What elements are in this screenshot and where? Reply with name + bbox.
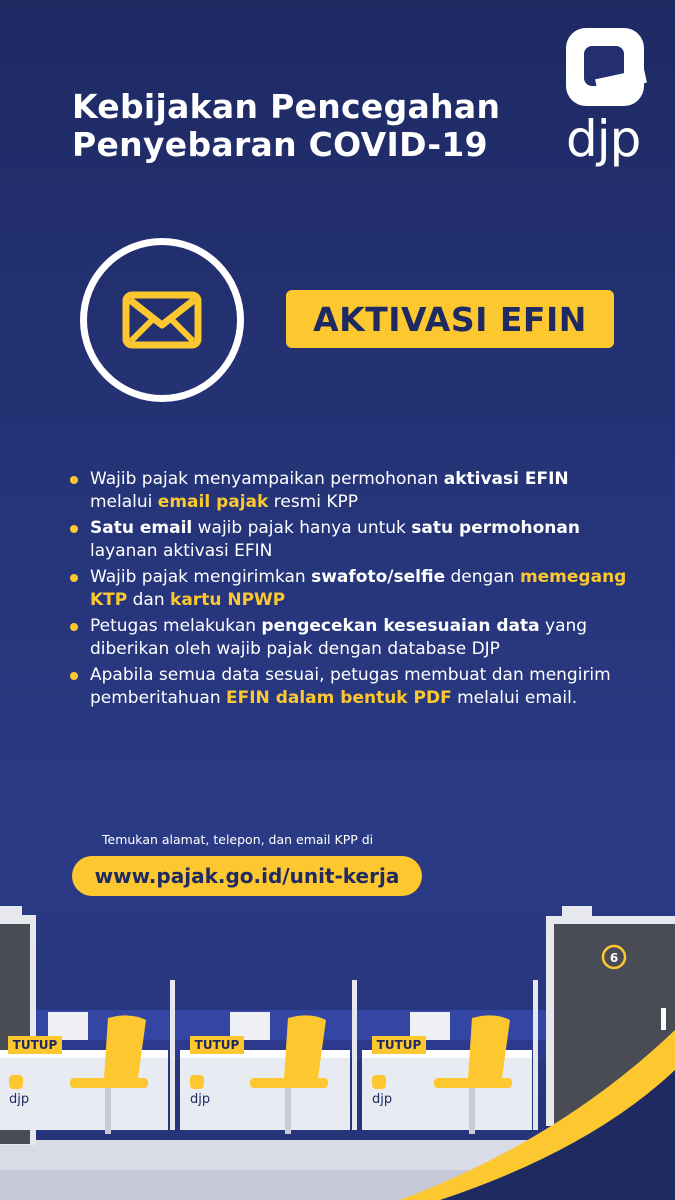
unit-kerja-link[interactable]: www.pajak.go.id/unit-kerja: [72, 856, 422, 896]
procedure-text: email pajak: [157, 491, 269, 512]
procedure-text: Wajib pajak mengirimkan: [90, 567, 312, 587]
procedure-text: resmi KPP: [268, 491, 359, 512]
bullet-dot-icon: [70, 623, 78, 631]
procedure-list: [70, 468, 630, 713]
procedure-item: [70, 566, 630, 611]
bullet-dot-icon: [70, 574, 78, 582]
procedure-text: Petugas melakukan: [90, 616, 262, 636]
djp-logo-text: djp: [566, 110, 641, 168]
procedure-item: [70, 615, 630, 660]
procedure-text: yang diberikan oleh wajib pajak dengan database DJP: [90, 616, 588, 659]
bullet-dot-icon: [70, 672, 78, 680]
bullet-dot-icon: [70, 525, 78, 533]
procedure-item: [70, 468, 630, 513]
djp-logo: [566, 28, 648, 178]
envelope-badge: [80, 238, 244, 402]
djp-logo-icon: [566, 28, 644, 106]
counter-sign: TUTUP: [194, 1038, 240, 1052]
procedure-text: aktivasi EFIN: [443, 469, 569, 489]
procedure-item: [70, 517, 630, 562]
procedure-text: Satu email: [90, 518, 193, 538]
procedure-text: Apabila semua data sesuai, petugas membuat dan mengirim pemberitahuan: [90, 665, 611, 708]
procedure-text: Wajib pajak menyampaikan permohonan: [90, 469, 444, 489]
door-number: 6: [609, 951, 619, 965]
counter-sign: TUTUP: [12, 1038, 58, 1052]
procedure-text: swafoto/selfie: [311, 567, 446, 587]
procedure-text: memegang KTP: [90, 567, 627, 610]
svg-text:djp: djp: [372, 1092, 393, 1107]
procedure-text: kartu NPWP: [170, 589, 286, 610]
procedure-text: melalui: [90, 491, 158, 512]
svg-text:djp: djp: [190, 1092, 211, 1107]
procedure-text: dengan: [445, 567, 520, 587]
procedure-text: pengecekan kesesuaian data: [261, 616, 540, 636]
title-line-2: Penyebaran COVID-19: [72, 125, 488, 164]
svg-text:djp: djp: [9, 1092, 30, 1107]
procedure-text: wajib pajak hanya untuk: [192, 518, 412, 538]
bullet-dot-icon: [70, 476, 78, 484]
page-title: [72, 88, 532, 164]
title-line-1: Kebijakan Pencegahan: [72, 87, 501, 126]
procedure-text: EFIN dalam bentuk PDF: [226, 687, 452, 708]
procedure-text: melalui email.: [451, 687, 578, 708]
procedure-text: satu permohonan: [411, 518, 580, 538]
procedure-text: dan: [127, 589, 171, 610]
counter-sign: TUTUP: [376, 1038, 422, 1052]
procedure-text: layanan aktivasi EFIN: [90, 540, 273, 561]
procedure-item: [70, 664, 630, 709]
find-kpp-text: Temukan alamat, telepon, dan email KPP di: [102, 832, 374, 847]
service-label: AKTIVASI EFIN: [286, 290, 614, 348]
envelope-icon: [122, 291, 202, 349]
office-counter-illustration: [0, 900, 675, 1200]
